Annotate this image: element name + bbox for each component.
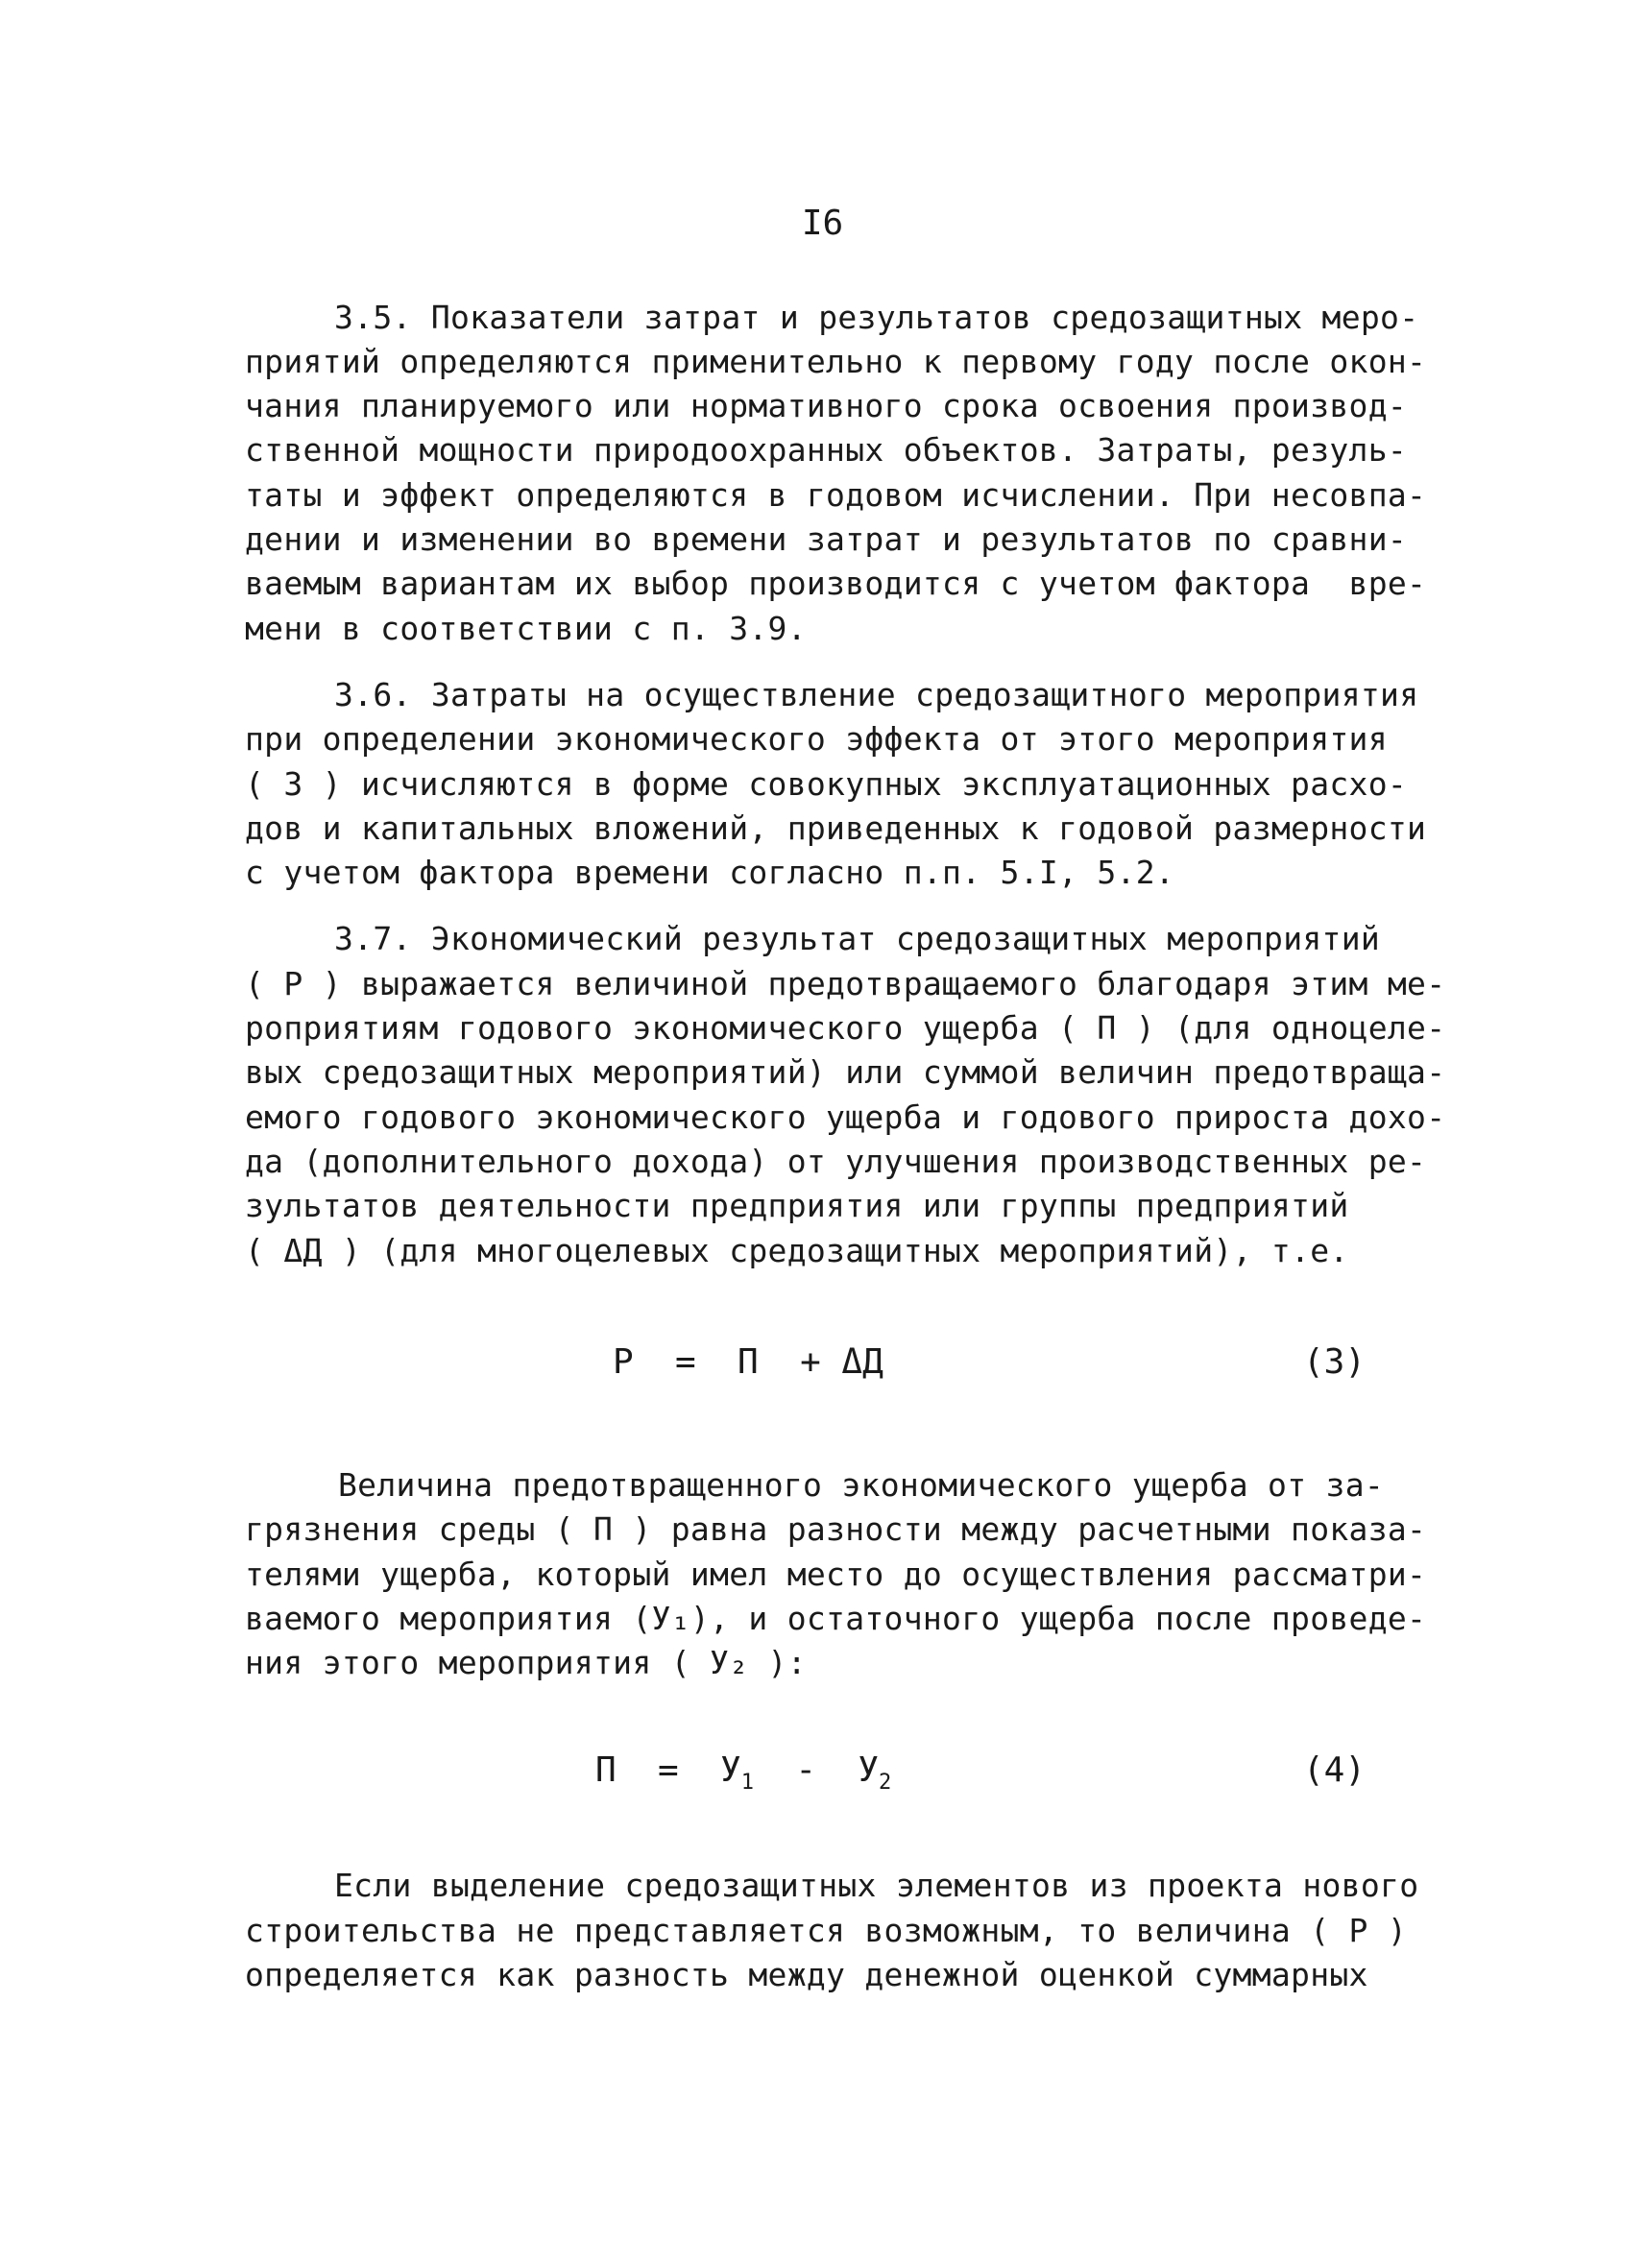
paragraph-line: дов и капитальных вложений, приведенных к годовой размерности <box>245 809 1427 847</box>
paragraph-line: с учетом фактора времени согласно п.п. 5.I, 5.2. <box>245 854 1175 891</box>
paragraph-line: чания планируемого или нормативного срока освоения производ- <box>245 387 1408 424</box>
formula-4-expression <box>595 1750 891 1795</box>
formula-4-lhs: П = <box>595 1750 721 1790</box>
formula-4-number: (4) <box>1303 1750 1367 1790</box>
paragraph-line: Величина предотвращенного экономического ущерба от за- <box>338 1466 1385 1504</box>
paragraph-line: строительства не представляется возможным, то величина ( Р ) <box>245 1912 1408 1949</box>
paragraph-line: да (дополнительного дохода) от улучшения производственных ре- <box>245 1143 1427 1180</box>
paragraph-line: телями ущерба, который имел место до осуществления рассматри- <box>245 1556 1427 1593</box>
formula-4-term1: У <box>720 1750 741 1790</box>
paragraph-line: ( З ) исчисляются в форме совокупных эксплуатационных расхо- <box>245 765 1408 803</box>
paragraph-line: мени в соответствии с п. 3.9. <box>245 610 807 647</box>
paragraph-line: 3.6. Затраты на осуществление средозащитного мероприятия <box>334 676 1419 713</box>
paragraph-line: 3.5. Показатели затрат и результатов средозащитных меро- <box>334 299 1419 336</box>
paragraph-line: емого годового экономического ущерба и годового прироста дохо- <box>245 1098 1446 1136</box>
paragraph-line: таты и эффект определяются в годовом исчислении. При несовпа- <box>245 476 1427 514</box>
paragraph-line: ( Р ) выражается величиной предотвращаемого благодаря этим ме- <box>245 965 1446 1002</box>
paragraph-line: ( ΔД ) (для многоцелевых средозащитных мероприятий), т.е. <box>245 1232 1349 1269</box>
paragraph-line: вых средозащитных мероприятий) или суммой величин предотвраща- <box>245 1053 1446 1091</box>
paragraph-line: 3.7. Экономический результат средозащитных мероприятий <box>334 920 1381 957</box>
paragraph-line: приятий определяются применительно к первому году после окон- <box>245 343 1427 380</box>
formula-4-sub1: 1 <box>740 1771 754 1795</box>
paragraph-line: определяется как разность между денежной оценкой суммарных <box>245 1956 1368 1993</box>
paragraph-line: зультатов деятельности предприятия или группы предприятий <box>245 1187 1349 1224</box>
paragraph-line: ственной мощности природоохранных объектов. Затраты, резуль- <box>245 431 1408 469</box>
paragraph-line: грязнения среды ( П ) равна разности между расчетными показа- <box>245 1510 1427 1548</box>
paragraph-line: ваемого мероприятия (У₁), и остаточного ущерба после проведе- <box>245 1600 1427 1637</box>
paragraph-line: ваемым вариантам их выбор производится с учетом фактора вре- <box>245 565 1427 602</box>
formula-3-expression: Р = П + ΔД <box>613 1342 883 1382</box>
paragraph-line: при определении экономического эффекта от этого мероприятия <box>245 720 1388 758</box>
paragraph-line: роприятиям годового экономического ущерба ( П ) (для одноцеле- <box>245 1009 1446 1047</box>
formula-4-minus: - <box>753 1750 859 1790</box>
paragraph-line: ния этого мероприятия ( У₂ ): <box>245 1644 807 1681</box>
paragraph-line: дении и изменении во времени затрат и результатов по сравни- <box>245 520 1408 558</box>
formula-4-sub2: 2 <box>879 1771 892 1795</box>
formula-3-number: (3) <box>1303 1342 1367 1382</box>
page-number: I6 <box>801 204 844 243</box>
paragraph-line: Если выделение средозащитных элементов из проекта нового <box>334 1867 1419 1904</box>
formula-4-term2: У <box>858 1750 880 1790</box>
